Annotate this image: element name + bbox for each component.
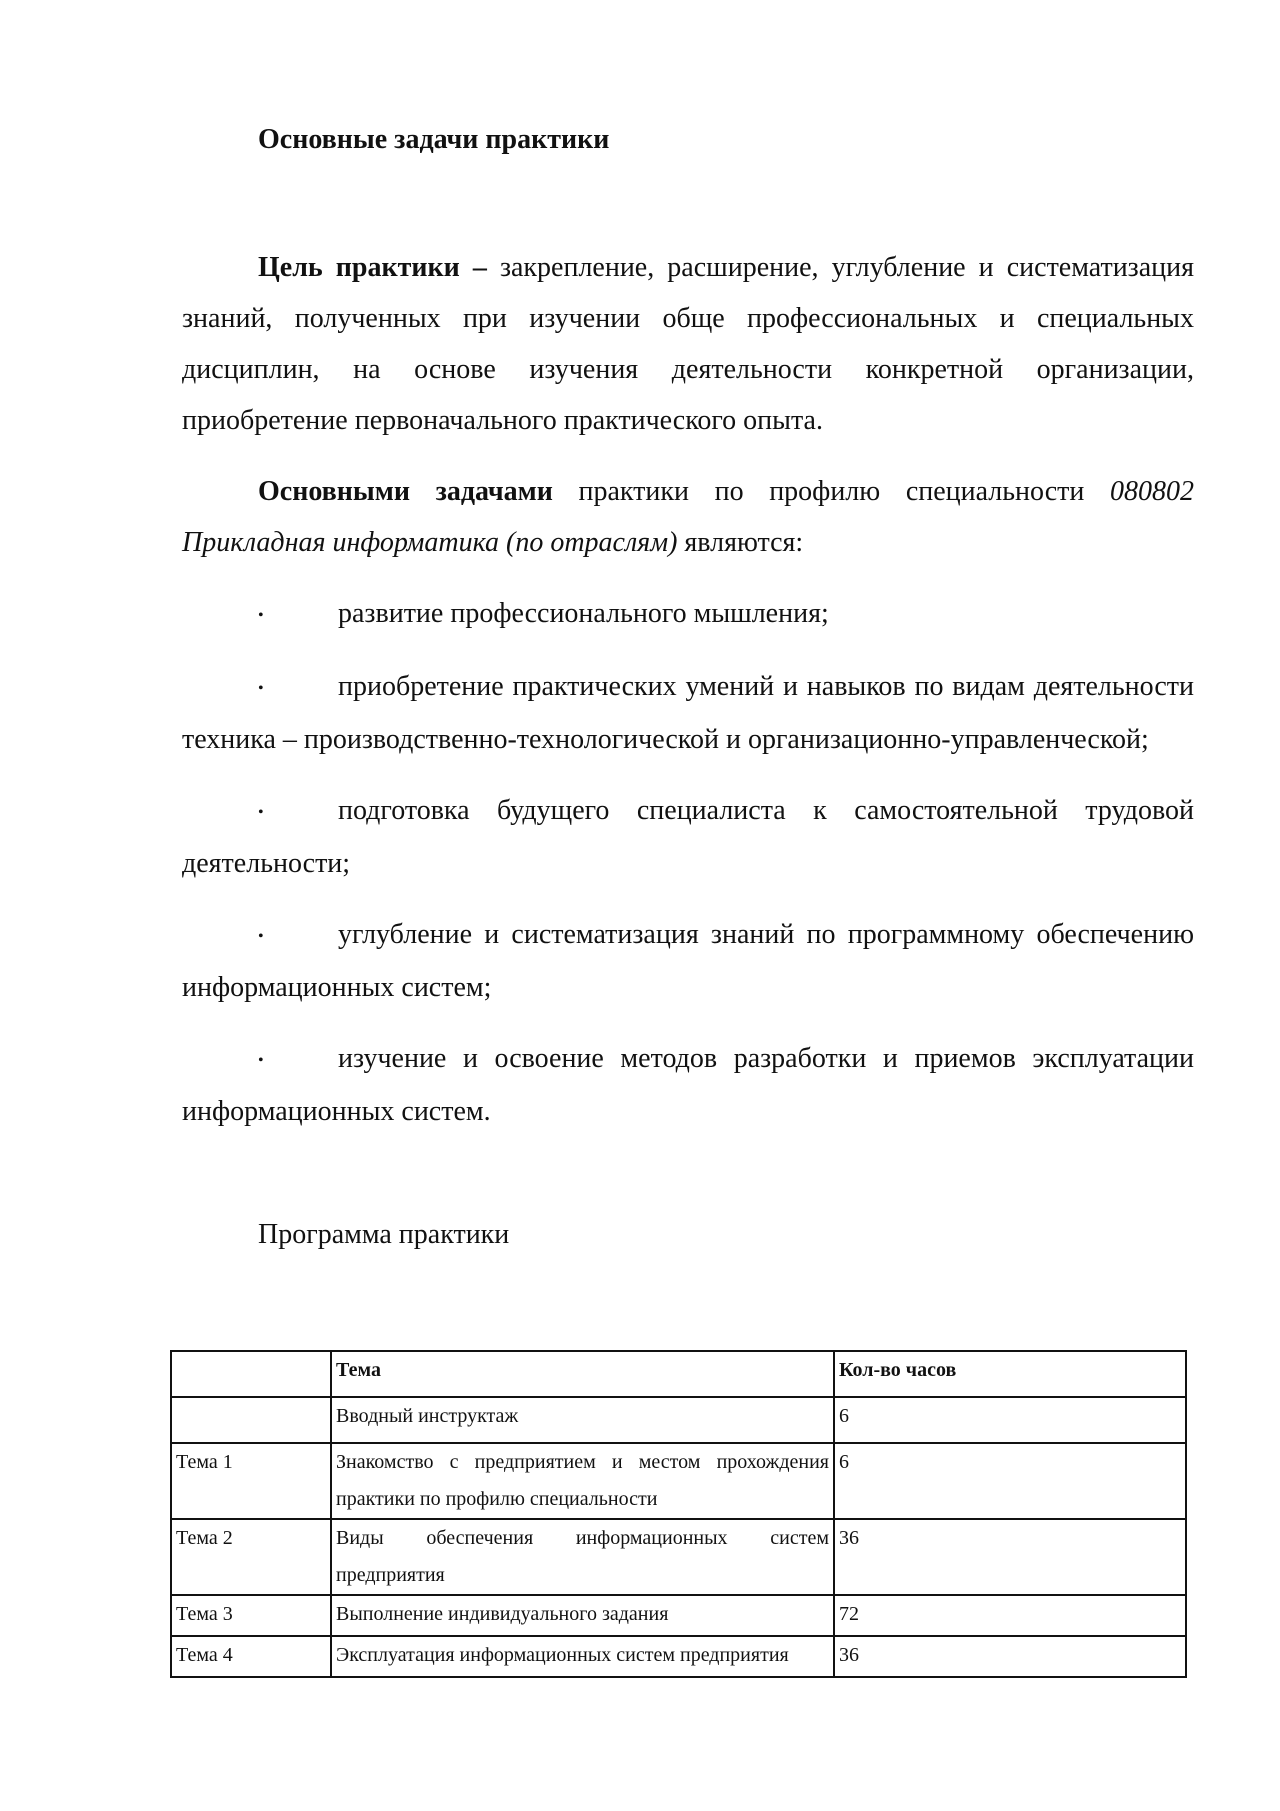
list-item — [182, 588, 1194, 641]
list-item — [182, 909, 1194, 1013]
document-body — [182, 118, 1194, 1257]
list-item-text: углубление и систематизация знаний по программному обеспечению информационных систем; — [182, 919, 1194, 1003]
table-row — [171, 1397, 1186, 1443]
goal-text: закрепление, расширение, углубление и систематизация знаний, полученных при изучении обще профессиональных и специальных дисциплин, на основе изучения деятельности конкретной организации, приобретение первоначального практического опыта. — [182, 252, 1195, 436]
tasks-text-after: являются: — [684, 527, 804, 558]
tasks-text-before: практики по профилю специальности — [578, 476, 1085, 507]
list-item-text: приобретение практических умений и навыков по видам деятельности техника – производственно-технологической и организационно-управленческой; — [182, 671, 1194, 755]
row-topic-cell: Эксплуатация информационных систем предприятия — [331, 1636, 834, 1677]
row-hours-cell: 6 — [834, 1443, 1186, 1519]
row-topic-cell: Выполнение индивидуального задания — [331, 1595, 834, 1636]
tasks-intro-paragraph — [182, 466, 1194, 568]
bullet-icon: • — [258, 1052, 264, 1069]
row-label-cell — [171, 1397, 331, 1443]
row-hours-cell: 36 — [834, 1636, 1186, 1677]
section-heading: Основные задачи практики — [258, 124, 610, 155]
program-title: Программа практики — [258, 1219, 510, 1250]
row-label-cell: Тема 4 — [171, 1636, 331, 1677]
bullet-icon: • — [258, 680, 264, 697]
bullet-icon: • — [258, 928, 264, 945]
list-item — [182, 1033, 1194, 1137]
table-row — [171, 1595, 1186, 1636]
row-topic-cell: Виды обеспечения информационных систем предприятия — [331, 1519, 834, 1595]
table-row — [171, 1443, 1186, 1519]
row-label-cell: Тема 1 — [171, 1443, 331, 1519]
header-cell-hours: Кол-во часов — [834, 1351, 1186, 1397]
row-topic-cell: Знакомство с предприятием и местом прохождения практики по профилю специальности — [331, 1443, 834, 1519]
row-topic-cell: Вводный инструктаж — [331, 1397, 834, 1443]
header-cell-topic: Тема — [331, 1351, 834, 1397]
row-hours-cell: 36 — [834, 1519, 1186, 1595]
list-item-text: изучение и освоение методов разработки и приемов эксплуатации информационных систем. — [182, 1043, 1194, 1127]
table-row — [171, 1519, 1186, 1595]
bullet-icon: • — [258, 804, 264, 821]
tasks-label: Основными задачами — [258, 476, 553, 507]
specialty-name: 080802 Прикладная информатика (по отраслям) — [182, 476, 1195, 558]
list-item — [182, 661, 1194, 765]
row-label-cell: Тема 2 — [171, 1519, 331, 1595]
row-hours-cell: 6 — [834, 1397, 1186, 1443]
goal-label: Цель практики – — [258, 252, 487, 283]
row-hours-cell: 72 — [834, 1595, 1186, 1636]
program-table — [170, 1350, 1187, 1678]
list-item — [182, 785, 1194, 889]
goal-paragraph — [182, 242, 1194, 446]
header-cell-label — [171, 1351, 331, 1397]
bullet-icon: • — [258, 607, 264, 624]
list-item-text: развитие профессионального мышления; — [338, 598, 829, 629]
row-label-cell: Тема 3 — [171, 1595, 331, 1636]
table-header-row — [171, 1351, 1186, 1397]
table-row — [171, 1636, 1186, 1677]
list-item-text: подготовка будущего специалиста к самостоятельной трудовой деятельности; — [182, 795, 1194, 879]
